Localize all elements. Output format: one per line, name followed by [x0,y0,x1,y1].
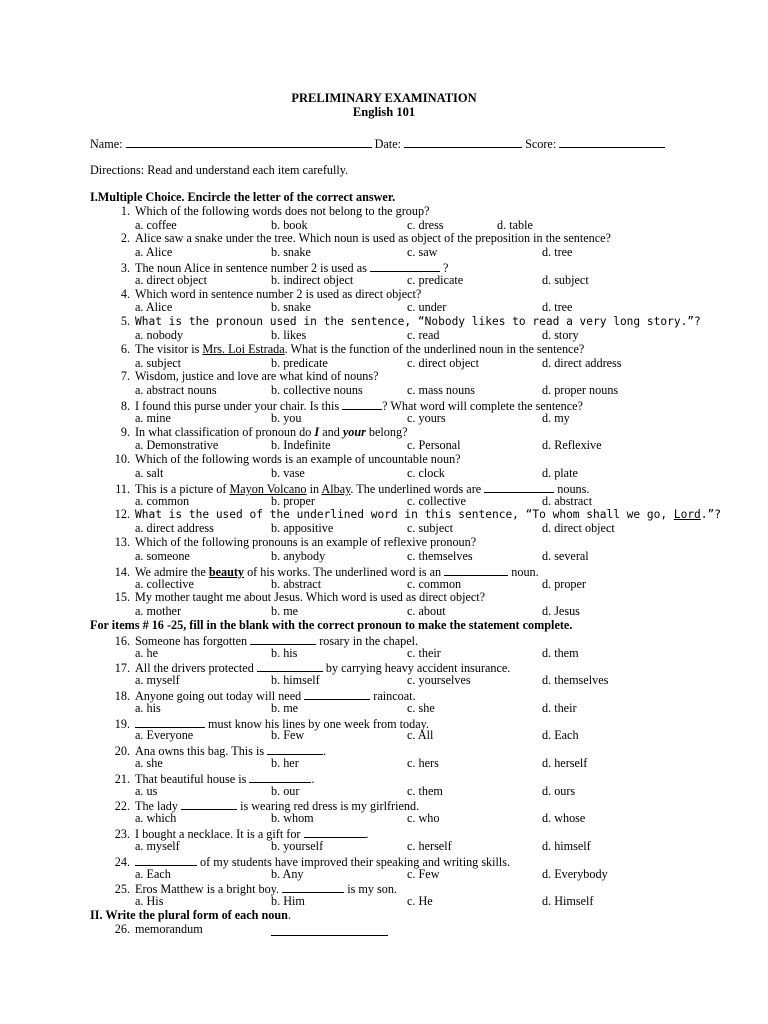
section2-heading: For items # 16 -25, fill in the blank with the correct pronoun to make the statement complete. [90,618,573,632]
question-2: 2. Alice saw a snake under the tree. Which noun is used as object of the preposition in the sentence? [120,231,611,245]
q5-option-d[interactable]: d. story [542,328,579,342]
question-7: 7. Wisdom, justice and love are what kind of nouns? [120,369,379,383]
q10-option-d[interactable]: d. plate [542,466,578,480]
q12-option-d[interactable]: d. direct object [542,521,615,535]
question-12: 12. What is the used of the underlined word in this sentence, “To whom shall we go, Lord.”? [114,507,722,521]
name-label: Name: [90,137,123,151]
q14-option-c[interactable]: c. common [407,577,462,591]
q3-blank[interactable] [370,260,440,272]
q7-option-d[interactable]: d. proper nouns [542,383,619,397]
info-line [90,136,665,152]
q11-option-d[interactable]: d. abstract [542,494,593,508]
q14-option-a[interactable]: a. collective [135,577,194,591]
q25-option-b[interactable]: b. Him [271,894,305,908]
q23-blank[interactable] [304,826,366,838]
q7-option-c[interactable]: c. mass nouns [407,383,476,397]
q3-option-a[interactable]: a. direct object [135,273,208,287]
q18-option-b[interactable]: b. me [271,701,299,715]
q25-option-c[interactable]: c. He [407,894,433,908]
q8-option-c[interactable]: c. yours [407,411,446,425]
question-25: 25. Eros Matthew is a bright boy. is my son. [114,882,397,896]
q6-option-d[interactable]: d. direct address [542,356,622,370]
q23-option-b[interactable]: b. yourself [271,839,324,853]
directions: Directions: Read and understand each item carefully. [90,163,349,177]
question-23: 23. I bought a necklace. It is a gift for . [114,827,369,841]
q18-blank[interactable] [304,688,370,700]
question-18: 18. Anyone going out today will need raincoat. [114,689,416,703]
q23-option-d[interactable]: d. himself [542,839,591,853]
q18-option-a[interactable]: a. his [135,701,161,715]
q19-option-c[interactable]: c. All [407,728,434,742]
q17-option-a[interactable]: a. myself [135,673,180,687]
q1-option-b[interactable]: b. book [271,218,308,232]
q17-option-b[interactable]: b. himself [271,673,320,687]
q3-option-d[interactable]: d. subject [542,273,589,287]
q25-option-a[interactable]: a. His [135,894,164,908]
question-26: 26. memorandum [114,922,203,936]
q6-option-a[interactable]: a. subject [135,356,182,370]
q24-option-a[interactable]: a. Each [135,867,171,881]
q9-option-c[interactable]: c. Personal [407,438,461,452]
q9-option-a[interactable]: a. Demonstrative [135,438,219,452]
question-17: 17. All the drivers protected by carrying heavy accident insurance. [114,661,511,675]
q13-option-b[interactable]: b. anybody [271,549,326,563]
date-blank[interactable] [404,136,522,148]
q13-option-c[interactable]: c. themselves [407,549,473,563]
q16-option-b[interactable]: b. his [271,646,298,660]
q24-option-c[interactable]: c. Few [407,867,440,881]
question-24: 24. of my students have improved their speaking and writing skills. [114,855,511,869]
q20-option-d[interactable]: d. herself [542,756,588,770]
q24-option-d[interactable]: d. Everybody [542,867,608,881]
question-4: 4. Which word in sentence number 2 is used as direct object? [120,287,422,301]
q7-option-b[interactable]: b. collective nouns [271,383,363,397]
q21-option-a[interactable]: a. us [135,784,158,798]
q22-option-c[interactable]: c. who [407,811,440,825]
exam-title: PRELIMINARY EXAMINATION [291,91,477,105]
question-9: 9. In what classification of pronoun do I and your belong? [120,425,408,439]
q15-option-a[interactable]: a. mother [135,604,182,618]
q8-option-a[interactable]: a. mine [135,411,171,425]
q5-option-c[interactable]: c. read [407,328,440,342]
q9-option-d[interactable]: d. Reflexive [542,438,602,452]
q11-option-b[interactable]: b. proper [271,494,315,508]
q19-option-a[interactable]: a. Everyone [135,728,194,742]
q12-option-a[interactable]: a. direct address [135,521,214,535]
q12-option-b[interactable]: b. appositive [271,521,334,535]
q18-option-d[interactable]: d. their [542,701,577,715]
question-22: 22. The lady is wearing red dress is my girlfriend. [114,799,420,813]
q10-option-a[interactable]: a. salt [135,466,164,480]
q5-option-a[interactable]: a. nobody [135,328,184,342]
q4-option-b[interactable]: b. snake [271,300,311,314]
q12-option-c[interactable]: c. subject [407,521,454,535]
q20-option-b[interactable]: b. her [271,756,299,770]
question-21: 21. That beautiful house is . [114,772,315,786]
q11-option-a[interactable]: a. common [135,494,190,508]
question-16: 16. Someone has forgotten rosary in the chapel. [114,634,419,648]
q17-blank[interactable] [257,660,323,672]
q13-option-d[interactable]: d. several [542,549,589,563]
q21-option-c[interactable]: c. them [407,784,443,798]
q22-option-a[interactable]: a. which [135,811,177,825]
name-blank[interactable] [126,136,372,148]
q3-option-b[interactable]: b. indirect object [271,273,354,287]
q11-option-c[interactable]: c. collective [407,494,466,508]
q14-blank[interactable] [444,564,508,576]
q24-option-b[interactable]: b. Any [271,867,304,881]
q20-blank[interactable] [267,743,323,755]
q15-option-d[interactable]: d. Jesus [542,604,580,618]
question-5: 5. What is the pronoun used in the sentence, “Nobody likes to read a very long story.”? [120,314,701,328]
q9-option-b[interactable]: b. Indefinite [271,438,331,452]
section3-heading: II. Write the plural form of each noun. [90,908,291,922]
q8-option-d[interactable]: d. my [542,411,570,425]
question-13: 13. Which of the following pronouns is an example of reflexive pronoun? [114,535,477,549]
q2-option-c[interactable]: c. saw [407,245,438,259]
q15-option-c[interactable]: c. about [407,604,446,618]
q3-option-c[interactable]: c. predicate [407,273,464,287]
q19-option-b[interactable]: b. Few [271,728,305,742]
q22-blank[interactable] [181,798,237,810]
q4-option-d[interactable]: d. tree [542,300,573,314]
q11-blank[interactable] [484,481,554,493]
question-19: 19. must know his lines by one week from today. [114,717,429,731]
question-14: 14. We admire the beauty of his works. The underlined word is an noun. [114,565,539,579]
q16-option-d[interactable]: d. them [542,646,579,660]
q2-option-b[interactable]: b. snake [271,245,311,259]
q1-option-d[interactable]: d. table [497,218,533,232]
q4-option-a[interactable]: a. Alice [135,300,173,314]
q14-option-d[interactable]: d. proper [542,577,586,591]
q19-option-d[interactable]: d. Each [542,728,579,742]
q21-option-d[interactable]: d. ours [542,784,576,798]
score-label: Score: [525,137,557,151]
q10-option-c[interactable]: c. clock [407,466,445,480]
q10-option-b[interactable]: b. vase [271,466,305,480]
q17-option-c[interactable]: c. yourselves [407,673,471,687]
q1-option-c[interactable]: c. dress [407,218,444,232]
q1-option-a[interactable]: a. coffee [135,218,177,232]
q22-option-b[interactable]: b. whom [271,811,314,825]
q8-option-b[interactable]: b. you [271,411,302,425]
q5-option-b[interactable]: b. likes [271,328,307,342]
q24-blank[interactable] [135,854,197,866]
q14-option-b[interactable]: b. abstract [271,577,322,591]
q6-option-b[interactable]: b. predicate [271,356,328,370]
q17-option-d[interactable]: d. themselves [542,673,609,687]
q16-option-c[interactable]: c. their [407,646,441,660]
q2-option-d[interactable]: d. tree [542,245,573,259]
q2-option-a[interactable]: a. Alice [135,245,173,259]
q21-option-b[interactable]: b. our [271,784,300,798]
question-11: 11. This is a picture of Mayon Volcano in Albay. The underlined words are nouns. [115,482,590,496]
q8-blank[interactable] [342,398,382,410]
q18-option-c[interactable]: c. she [407,701,435,715]
q22-option-d[interactable]: d. whose [542,811,586,825]
q23-option-a[interactable]: a. myself [135,839,180,853]
question-6: 6. The visitor is Mrs. Loi Estrada. What is the function of the underlined noun in the sentence? [120,342,585,356]
q16-option-a[interactable]: a. he [135,646,159,660]
question-1: 1. Which of the following words does not belong to the group? [120,204,430,218]
q16-blank[interactable] [250,633,316,645]
q4-option-c[interactable]: c. under [407,300,447,314]
exam-subtitle: English 101 [352,105,416,119]
q7-option-a[interactable]: a. abstract nouns [135,383,217,397]
q6-option-c[interactable]: c. direct object [407,356,480,370]
q26-answer-blank[interactable] [271,924,388,936]
question-8: 8. I found this purse under your chair. Is this ? What word will complete the sentence? [120,399,583,413]
q20-option-a[interactable]: a. she [135,756,163,770]
question-3: 3. The noun Alice in sentence number 2 is used as ? [120,261,449,275]
question-20: 20. Ana owns this bag. This is . [114,744,327,758]
q25-option-d[interactable]: d. Himself [542,894,594,908]
score-blank[interactable] [559,136,665,148]
q15-option-b[interactable]: b. me [271,604,299,618]
q13-option-a[interactable]: a. someone [135,549,190,563]
question-15: 15. My mother taught me about Jesus. Which word is used as direct object? [114,590,486,604]
q19-blank[interactable] [135,716,205,728]
q25-blank[interactable] [282,881,344,893]
q23-option-c[interactable]: c. herself [407,839,452,853]
date-label: Date: [374,137,401,151]
q20-option-c[interactable]: c. hers [407,756,439,770]
q21-blank[interactable] [249,771,311,783]
section1-heading: I.Multiple Choice. Encircle the letter of the correct answer. [90,190,396,204]
question-10: 10. Which of the following words is an example of uncountable noun? [114,452,461,466]
